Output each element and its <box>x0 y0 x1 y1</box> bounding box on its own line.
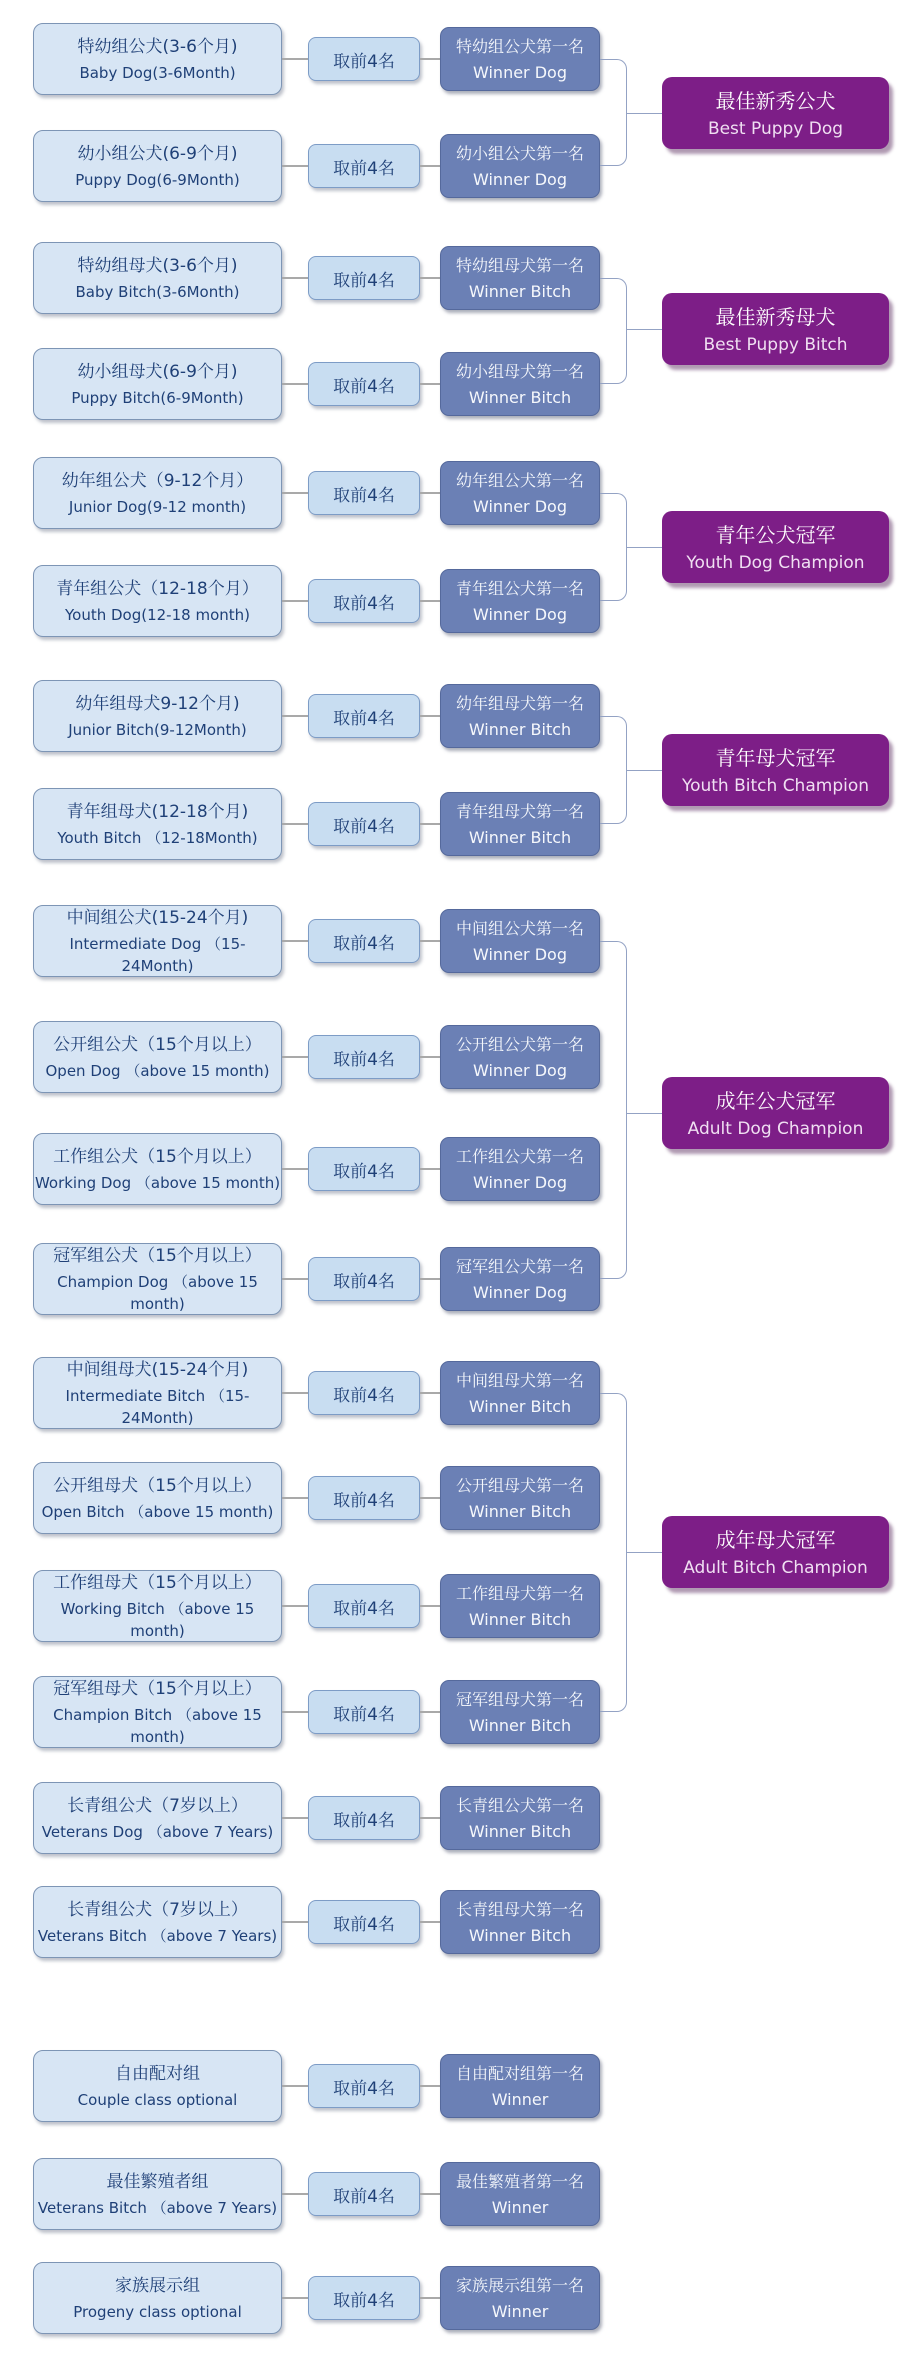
class-label-cn: 冠军组公犬（15个月以上） <box>53 1246 262 1267</box>
connector-line <box>282 2297 308 2299</box>
take-top4-box <box>308 1584 420 1628</box>
take-top4-label: 取前4名 <box>333 816 395 837</box>
take-top4-label: 取前4名 <box>333 1704 395 1725</box>
connector-line <box>282 1392 308 1394</box>
bracket-lower-line <box>600 547 627 601</box>
champion-label-cn: 青年公犬冠军 <box>715 523 836 548</box>
class-box <box>33 2158 282 2230</box>
take-top4-label: 取前4名 <box>333 1385 395 1406</box>
winner-box <box>440 352 600 416</box>
winner-box <box>440 1466 600 1530</box>
bracket-upper-line <box>600 59 627 113</box>
connector-line <box>420 277 440 279</box>
connector-line <box>282 1711 308 1713</box>
take-top4-box <box>308 1900 420 1944</box>
bracket-upper-line <box>600 941 627 1113</box>
take-top4-label: 取前4名 <box>333 1161 395 1182</box>
take-top4-box <box>308 694 420 738</box>
champion-label-cn: 成年公犬冠军 <box>715 1089 836 1114</box>
bracket-upper-line <box>600 493 627 547</box>
take-top4-box <box>308 362 420 406</box>
connector-line <box>420 1497 440 1499</box>
connector-line <box>420 600 440 602</box>
winner-box <box>440 1137 600 1201</box>
class-box <box>33 1676 282 1748</box>
bracket-lower-line <box>600 770 627 824</box>
bracket-champion-stub <box>627 1552 663 1553</box>
connector-line <box>282 600 308 602</box>
winner-box <box>440 2266 600 2330</box>
winner-label-en: Winner Bitch <box>468 282 572 302</box>
winner-label-cn: 冠军组公犬第一名 <box>455 1257 584 1277</box>
class-label-en: Progeny class optional <box>73 2303 242 2322</box>
class-box <box>33 565 282 637</box>
connector-line <box>282 383 308 385</box>
take-top4-box <box>308 1257 420 1301</box>
take-top4-label: 取前4名 <box>333 1490 395 1511</box>
bracket-champion-stub <box>627 329 663 330</box>
champion-label-en: Adult Bitch Champion <box>683 1558 868 1579</box>
connector-line <box>282 1817 308 1819</box>
class-box <box>33 242 282 314</box>
connector-line <box>420 1056 440 1058</box>
connector-line <box>282 492 308 494</box>
connector-line <box>282 165 308 167</box>
winner-label-cn: 工作组母犬第一名 <box>455 1584 584 1604</box>
winner-label-cn: 自由配对组第一名 <box>455 2064 584 2084</box>
class-label-en: Couple class optional <box>77 2091 238 2110</box>
connector-line <box>282 2193 308 2195</box>
class-label-en: Baby Bitch(3-6Month) <box>75 283 240 302</box>
winner-label-en: Winner Bitch <box>468 720 572 740</box>
class-label-cn: 幼小组公犬(6-9个月) <box>77 144 238 165</box>
take-top4-box <box>308 919 420 963</box>
class-box <box>33 1782 282 1854</box>
champion-label-cn: 青年母犬冠军 <box>715 746 836 771</box>
take-top4-box <box>308 579 420 623</box>
winner-box <box>440 27 600 91</box>
winner-label-en: Winner Bitch <box>468 1716 572 1736</box>
winner-box <box>440 461 600 525</box>
class-box <box>33 788 282 860</box>
bracket-upper-line <box>600 278 627 329</box>
class-label-cn: 工作组母犬（15个月以上） <box>53 1573 262 1594</box>
class-label-en: Working Dog （above 15 month) <box>34 1174 281 1193</box>
bracket-lower-line <box>600 1552 627 1712</box>
winner-box <box>440 2162 600 2226</box>
take-top4-label: 取前4名 <box>333 1049 395 1070</box>
connector-line <box>420 940 440 942</box>
winner-box <box>440 1786 600 1850</box>
class-label-cn: 冠军组母犬（15个月以上） <box>53 1679 262 1700</box>
connector-line <box>420 823 440 825</box>
bracket-champion-stub <box>627 113 663 114</box>
class-box <box>33 348 282 420</box>
class-box <box>33 1570 282 1642</box>
take-top4-box <box>308 802 420 846</box>
class-label-en: Veterans Bitch （above 7 Years) <box>37 2199 278 2218</box>
take-top4-box <box>308 1476 420 1520</box>
champion-box <box>662 511 889 583</box>
class-label-en: Veterans Dog （above 7 Years) <box>41 1823 274 1842</box>
connector-line <box>282 940 308 942</box>
take-top4-label: 取前4名 <box>333 708 395 729</box>
class-box <box>33 130 282 202</box>
take-top4-label: 取前4名 <box>333 1810 395 1831</box>
class-box <box>33 2050 282 2122</box>
class-label-cn: 工作组公犬（15个月以上） <box>53 1147 262 1168</box>
connector-line <box>420 2297 440 2299</box>
winner-label-cn: 长青组母犬第一名 <box>455 1900 584 1920</box>
bracket-upper-line <box>600 716 627 770</box>
take-top4-label: 取前4名 <box>333 1598 395 1619</box>
class-label-en: Junior Dog(9-12 month) <box>68 498 247 517</box>
connector-line <box>282 277 308 279</box>
winner-label-en: Winner Bitch <box>468 1610 572 1630</box>
class-label-cn: 家族展示组 <box>115 2276 200 2297</box>
connector-line <box>282 1168 308 1170</box>
winner-label-en: Winner Bitch <box>468 388 572 408</box>
class-label-cn: 幼年组母犬9-12个月) <box>75 694 240 715</box>
winner-box <box>440 909 600 973</box>
take-top4-label: 取前4名 <box>333 2186 395 2207</box>
connector-line <box>282 1605 308 1607</box>
class-label-en: Champion Dog （above 15 month) <box>57 1272 258 1314</box>
connector-line <box>282 1921 308 1923</box>
take-top4-label: 取前4名 <box>333 1914 395 1935</box>
winner-label-en: Winner Dog <box>473 605 567 625</box>
class-label-cn: 特幼组公犬(3-6个月) <box>77 37 238 58</box>
take-top4-label: 取前4名 <box>333 593 395 614</box>
class-box <box>33 1133 282 1205</box>
class-label-en: Veterans Bitch （above 7 Years) <box>37 1927 278 1946</box>
winner-box <box>440 246 600 310</box>
connector-line <box>420 1817 440 1819</box>
winner-box <box>440 1890 600 1954</box>
champion-label-cn: 最佳新秀母犬 <box>715 305 836 330</box>
class-label-en: Youth Dog(12-18 month) <box>64 606 250 625</box>
class-label-en: Intermediate Bitch （15-24Month) <box>65 1386 250 1428</box>
take-top4-label: 取前4名 <box>333 485 395 506</box>
class-label-cn: 幼小组母犬(6-9个月) <box>77 362 238 383</box>
winner-box <box>440 1574 600 1638</box>
class-label-en: Baby Dog(3-6Month) <box>79 64 236 83</box>
winner-label-en: Winner Dog <box>473 1173 567 1193</box>
winner-label-en: Winner <box>491 2090 549 2110</box>
winner-box <box>440 1680 600 1744</box>
winner-box <box>440 684 600 748</box>
winner-label-cn: 青年组母犬第一名 <box>455 802 584 822</box>
winner-label-cn: 中间组公犬第一名 <box>455 919 584 939</box>
connector-line <box>282 1278 308 1280</box>
connector-line <box>420 2193 440 2195</box>
winner-label-en: Winner Bitch <box>468 1397 572 1417</box>
connector-line <box>282 2085 308 2087</box>
take-top4-label: 取前4名 <box>333 270 395 291</box>
connector-line <box>282 823 308 825</box>
connector-line <box>420 2085 440 2087</box>
winner-label-en: Winner Dog <box>473 1283 567 1303</box>
winner-label-en: Winner Dog <box>473 170 567 190</box>
bracket-lower-line <box>600 113 627 166</box>
connector-line <box>282 715 308 717</box>
connector-line <box>420 58 440 60</box>
take-top4-box <box>308 1371 420 1415</box>
winner-label-cn: 长青组公犬第一名 <box>455 1796 584 1816</box>
connector-line <box>282 1497 308 1499</box>
class-label-cn: 公开组母犬（15个月以上） <box>53 1476 262 1497</box>
winner-label-en: Winner Bitch <box>468 1502 572 1522</box>
class-box <box>33 1243 282 1315</box>
winner-label-en: Winner <box>491 2198 549 2218</box>
class-label-cn: 长青组公犬（7岁以上） <box>67 1796 248 1817</box>
class-label-en: Junior Bitch(9-12Month) <box>68 721 247 740</box>
winner-label-cn: 特幼组母犬第一名 <box>455 256 584 276</box>
class-label-en: Intermediate Dog （15-24Month) <box>69 934 246 976</box>
winner-box <box>440 134 600 198</box>
winner-label-cn: 中间组母犬第一名 <box>455 1371 584 1391</box>
class-box <box>33 680 282 752</box>
winner-label-cn: 公开组公犬第一名 <box>455 1035 584 1055</box>
connector-line <box>420 492 440 494</box>
winner-label-cn: 青年组公犬第一名 <box>455 579 584 599</box>
winner-label-cn: 特幼组公犬第一名 <box>455 37 584 57</box>
class-box <box>33 2262 282 2334</box>
take-top4-label: 取前4名 <box>333 933 395 954</box>
champion-label-en: Best Puppy Bitch <box>703 335 848 356</box>
class-label-en: Open Bitch （above 15 month) <box>41 1503 274 1522</box>
winner-label-cn: 幼年组公犬第一名 <box>455 471 584 491</box>
winner-label-en: Winner Bitch <box>468 1822 572 1842</box>
champion-box <box>662 293 889 365</box>
class-box <box>33 1886 282 1958</box>
connector-line <box>420 1168 440 1170</box>
connector-line <box>282 58 308 60</box>
class-label-en: Champion Bitch （above 15 month) <box>53 1705 262 1747</box>
class-label-cn: 长青组公犬（7岁以上） <box>67 1900 248 1921</box>
class-label-cn: 自由配对组 <box>115 2064 200 2085</box>
connector-line <box>420 165 440 167</box>
winner-box <box>440 1247 600 1311</box>
champion-box <box>662 1077 889 1149</box>
winner-label-cn: 最佳繁殖者第一名 <box>455 2172 584 2192</box>
take-top4-label: 取前4名 <box>333 51 395 72</box>
winner-label-en: Winner Dog <box>473 1061 567 1081</box>
winner-label-en: Winner Bitch <box>468 828 572 848</box>
class-label-cn: 中间组母犬(15-24个月) <box>66 1360 249 1381</box>
winner-box <box>440 792 600 856</box>
winner-box <box>440 569 600 633</box>
class-box <box>33 23 282 95</box>
take-top4-box <box>308 256 420 300</box>
winner-label-cn: 工作组公犬第一名 <box>455 1147 584 1167</box>
class-label-cn: 幼年组公犬（9-12个月） <box>61 471 254 492</box>
take-top4-label: 取前4名 <box>333 1271 395 1292</box>
take-top4-box <box>308 1796 420 1840</box>
bracket-lower-line <box>600 329 627 384</box>
connector-line <box>420 1278 440 1280</box>
connector-line <box>282 1056 308 1058</box>
class-label-en: Working Bitch （above 15 month) <box>60 1599 255 1641</box>
take-top4-box <box>308 2172 420 2216</box>
winner-box <box>440 2054 600 2118</box>
winner-label-cn: 公开组母犬第一名 <box>455 1476 584 1496</box>
winner-box <box>440 1025 600 1089</box>
class-box <box>33 1357 282 1429</box>
champion-label-en: Youth Dog Champion <box>686 553 865 574</box>
connector-line <box>420 715 440 717</box>
class-box <box>33 1462 282 1534</box>
winner-label-cn: 幼年组母犬第一名 <box>455 694 584 714</box>
connector-line <box>420 383 440 385</box>
winner-box <box>440 1361 600 1425</box>
bracket-champion-stub <box>627 770 663 771</box>
take-top4-box <box>308 1690 420 1734</box>
champion-label-cn: 成年母犬冠军 <box>715 1528 836 1553</box>
class-label-cn: 特幼组母犬(3-6个月) <box>77 256 238 277</box>
class-label-cn: 中间组公犬(15-24个月) <box>66 908 249 929</box>
class-label-en: Youth Bitch （12-18Month) <box>57 829 258 848</box>
take-top4-box <box>308 471 420 515</box>
champion-label-en: Best Puppy Dog <box>707 119 844 140</box>
champion-box <box>662 1516 889 1588</box>
take-top4-label: 取前4名 <box>333 376 395 397</box>
take-top4-box <box>308 1035 420 1079</box>
class-label-cn: 公开组公犬（15个月以上） <box>53 1035 262 1056</box>
winner-label-cn: 幼小组公犬第一名 <box>455 144 584 164</box>
champion-box <box>662 77 889 149</box>
connector-line <box>420 1605 440 1607</box>
take-top4-label: 取前4名 <box>333 158 395 179</box>
bracket-upper-line <box>600 1393 627 1552</box>
winner-label-cn: 幼小组母犬第一名 <box>455 362 584 382</box>
winner-label-cn: 家族展示组第一名 <box>455 2276 584 2296</box>
take-top4-label: 取前4名 <box>333 2290 395 2311</box>
connector-line <box>420 1711 440 1713</box>
class-box <box>33 1021 282 1093</box>
champion-label-en: Adult Dog Champion <box>687 1119 864 1140</box>
class-label-en: Puppy Bitch(6-9Month) <box>71 389 244 408</box>
class-label-cn: 青年组公犬（12-18个月） <box>56 579 259 600</box>
take-top4-box <box>308 144 420 188</box>
class-label-cn: 最佳繁殖者组 <box>106 2172 209 2193</box>
winner-label-en: Winner Bitch <box>468 1926 572 1946</box>
bracket-champion-stub <box>627 1113 663 1114</box>
winner-label-en: Winner Dog <box>473 63 567 83</box>
class-label-cn: 青年组母犬(12-18个月) <box>66 802 249 823</box>
class-box <box>33 905 282 977</box>
class-box <box>33 457 282 529</box>
connector-line <box>420 1921 440 1923</box>
take-top4-box <box>308 2276 420 2320</box>
take-top4-label: 取前4名 <box>333 2078 395 2099</box>
class-label-en: Puppy Dog(6-9Month) <box>75 171 240 190</box>
winner-label-cn: 冠军组母犬第一名 <box>455 1690 584 1710</box>
class-label-en: Open Dog （above 15 month) <box>45 1062 270 1081</box>
champion-label-cn: 最佳新秀公犬 <box>715 89 836 114</box>
bracket-lower-line <box>600 1113 627 1279</box>
champion-box <box>662 734 889 806</box>
winner-label-en: Winner Dog <box>473 945 567 965</box>
connector-line <box>420 1392 440 1394</box>
champion-label-en: Youth Bitch Champion <box>681 776 870 797</box>
winner-label-en: Winner Dog <box>473 497 567 517</box>
take-top4-box <box>308 1147 420 1191</box>
bracket-champion-stub <box>627 547 663 548</box>
take-top4-box <box>308 37 420 81</box>
winner-label-en: Winner <box>491 2302 549 2322</box>
take-top4-box <box>308 2064 420 2108</box>
